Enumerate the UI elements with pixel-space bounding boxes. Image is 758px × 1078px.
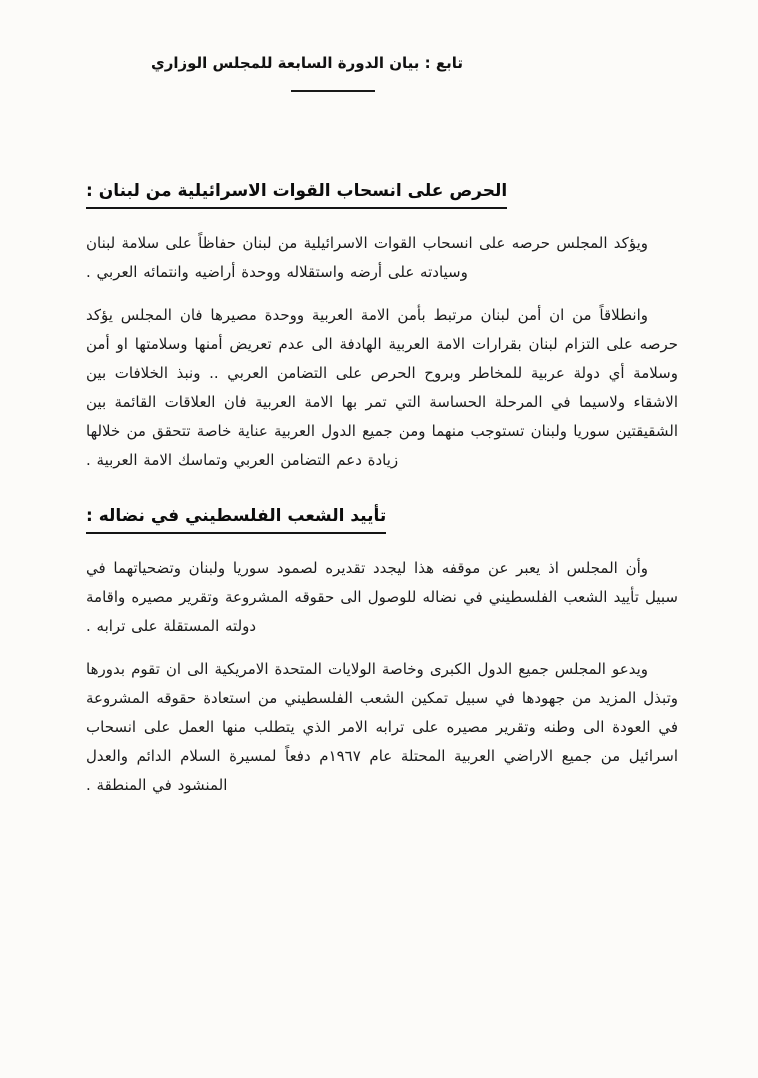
section-palestinian-support	[86, 501, 678, 800]
continuation-title: تابع : بيان الدورة السابعة للمجلس الوزاري	[150, 54, 464, 72]
title-underline-rule	[291, 90, 375, 92]
section-heading-withdrawal	[86, 176, 678, 209]
paragraph-palestinian-2: ويدعو المجلس جميع الدول الكبرى وخاصة الولايات المتحدة الامريكية الى ان تقوم بدورها وتبذل المزيد من جهودها في سبيل تمكين الشعب الفلسطيني من استعادة حقوقه المشروعة في العودة الى وطنه وتقرير مصيره على ترابه الامر الذي يتطلب منها العمل على انسحاب اسرائيل من جميع الاراضي العربية المحتلة عام ١٩٦٧م دفعاً لمسيرة السلام الدائم والعدل المنشود في المنطقة .	[86, 660, 679, 794]
page-header	[11, 54, 603, 92]
section-israeli-withdrawal	[86, 176, 678, 475]
section-heading-palestinian	[86, 501, 678, 534]
paragraph-withdrawal-1: ويؤكد المجلس حرصه على انسحاب القوات الاسرائيلية من لبنان حفاظاً على سلامة لبنان وسيادته على أرضه واستقلاله ووحدة أراضيه وانتمائه العربي .	[86, 234, 648, 281]
section-heading-withdrawal-text: الحرص على انسحاب القوات الاسرائيلية من لبنان :	[86, 183, 507, 209]
section-heading-palestinian-text: تأييد الشعب الفلسطيني في نضاله :	[86, 508, 386, 534]
paragraph-palestinian-1: وأن المجلس اذ يعبر عن موقفه هذا ليجدد تقديره لصمود سوريا ولبنان وتضحياتهما في سبيل تأييد الشعب الفلسطيني في نضاله للوصول الى حقوقه المشروعة وتقرير مصيره واقامة دولته المستقلة على ترابه .	[86, 559, 678, 635]
paragraph-withdrawal-2: وانطلاقاً من ان أمن لبنان مرتبط بأمن الامة العربية ووحدة مصيرها فان المجلس يؤكد حرصه على التزام لبنان بقرارات الامة العربية الهادفة الى عدم تعريض أمنها وسلامتها او أمن وسلامة أي دولة عربية للمخاطر وبروح الحرص على التضامن العربي .. ونبذ الخلافات بين الاشقاء ولاسيما في المرحلة الحساسة التي تمر بها الامة العربية فان العلاقات القائمة بين الشقيقتين سوريا ولبنان تستوجب منهما ومن جميع الدول العربية عناية خاصة تتحقق من خلالها زيادة دعم التضامن العربي وتماسك الامة العربية .	[86, 306, 678, 469]
